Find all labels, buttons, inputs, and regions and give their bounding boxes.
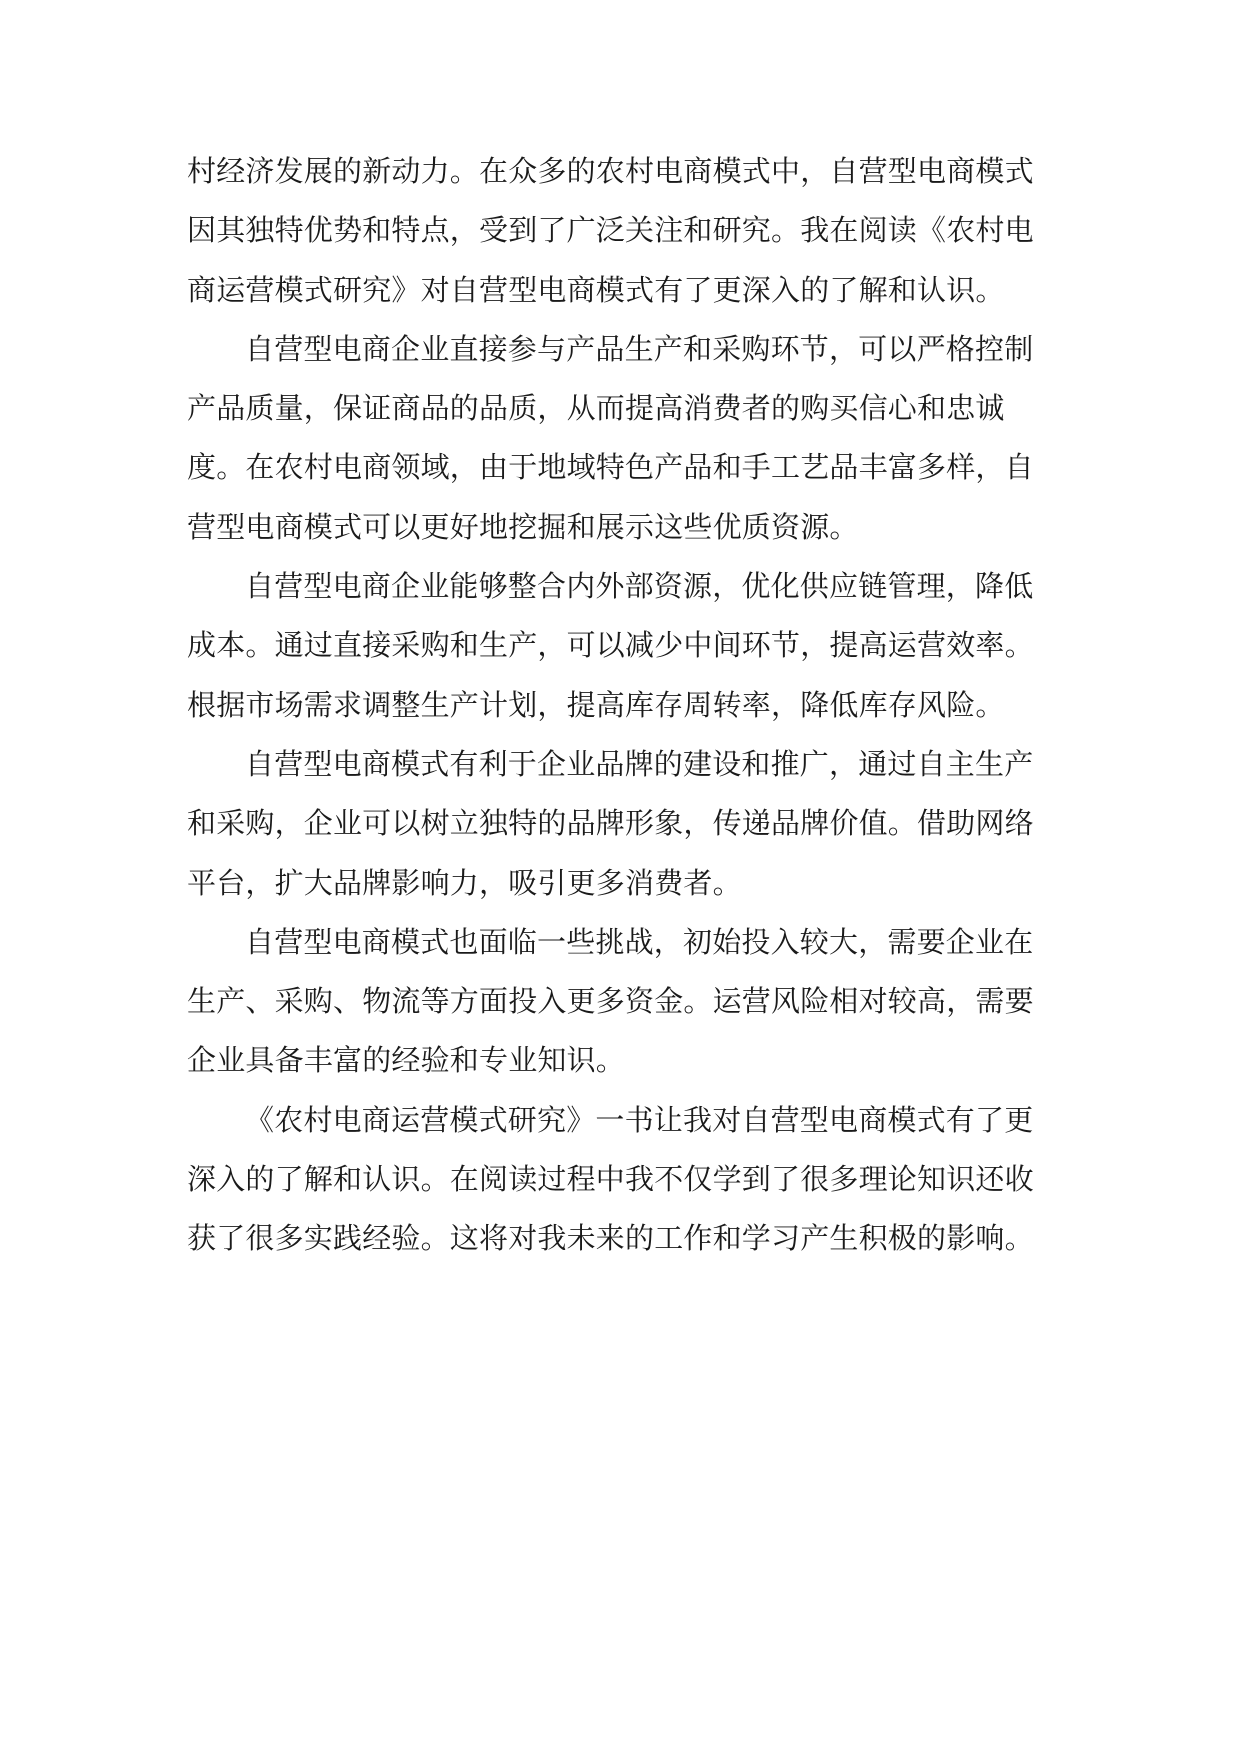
paragraph: 自营型电商企业能够整合内外部资源，优化供应链管理，降低成本。通过直接采购和生产，可以减少中间环节，提高运营效率。根据市场需求调整生产计划，提高库存周转率，降低库存风险。 [187, 569, 1034, 722]
paragraph: 自营型电商模式有利于企业品牌的建设和推广，通过自主生产和采购，企业可以树立独特的品牌形象，传递品牌价值。借助网络平台，扩大品牌影响力，吸引更多消费者。 [187, 746, 1034, 900]
paragraph-continuation: 村经济发展的新动力。在众多的农村电商模式中，自营型电商模式因其独特优势和特点，受到了广泛关注和研究。我在阅读《农村电商运营模式研究》对自营型电商模式有了更深入的了解和认识。 [187, 154, 1034, 307]
document-body [187, 142, 1055, 1269]
paragraph: 《农村电商运营模式研究》一书让我对自营型电商模式有了更深入的了解和认识。在阅读过程中我不仅学到了很多理论知识还收获了很多实践经验。这将对我未来的工作和学习产生积极的影响。 [187, 1102, 1034, 1256]
paragraph: 自营型电商模式也面临一些挑战，初始投入较大，需要企业在生产、采购、物流等方面投入更多资金。运营风险相对较高，需要企业具备丰富的经验和专业知识。 [187, 924, 1034, 1078]
paragraph: 自营型电商企业直接参与产品生产和采购环节，可以严格控制产品质量，保证商品的品质，从而提高消费者的购买信心和忠诚度。在农村电商领域，由于地域特色产品和手工艺品丰富多样，自营型电商模式可以更好地挖掘和展示这些优质资源。 [187, 331, 1034, 544]
